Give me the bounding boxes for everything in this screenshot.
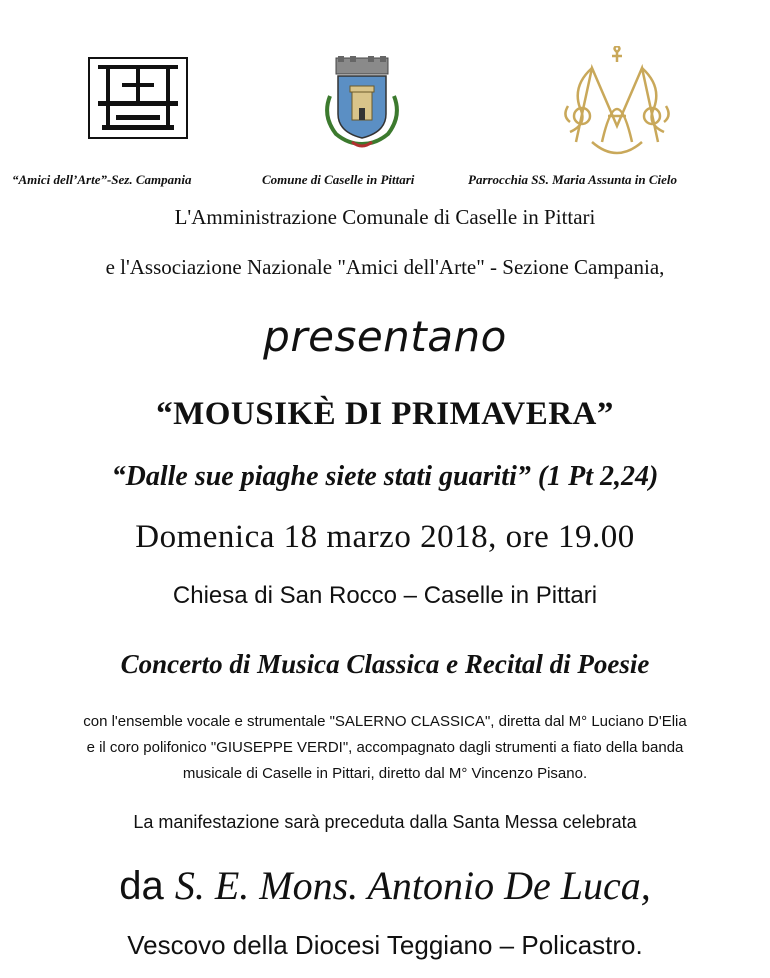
organizer-line-1: L'Amministrazione Comunale di Caselle in Pittari [174,205,596,229]
castle-coat-of-arms-icon [314,56,410,152]
event-subtitle: “Dalle sue piaghe siete stati guariti” (1 Pt 2,24) [111,461,659,492]
event-title: “MOUSIKÈ DI PRIMAVERA” [156,396,614,432]
performers-line-1: con l'ensemble vocale e strumentale "SALERNO CLASSICA", diretta dal M° Luciano D'Elia [83,713,687,730]
logo-caption-comune: Comune di Caselle in Pittari [262,172,415,187]
celebrant-role: Vescovo della Diocesi Teggiano – Policastro. [127,930,643,960]
logo-caption-amici: “Amici dell’Arte”-Sez. Campania [12,172,192,187]
performers-line-2: e il coro polifonico "GIUSEPPE VERDI", accompagnato dagli strumenti a fiato della banda [86,739,684,756]
marian-monogram-icon [562,46,672,164]
event-place: Chiesa di San Rocco – Caselle in Pittari [172,582,598,609]
presentano-heading: presentano [263,312,507,361]
performers-line-3: musicale di Caselle in Pittari, diretto dal M° Vincenzo Pisano. [182,765,588,782]
logo-caption-parrocchia: Parrocchia SS. Maria Assunta in Cielo [468,172,678,187]
event-date: Domenica 18 marzo 2018, ore 19.00 [135,519,635,555]
printing-press-icon [88,57,188,139]
celebrant-name: S. E. Mons. Antonio De Luca, [174,863,651,908]
celebrant-prefix: da [119,864,175,908]
celebrant-line [0,862,770,909]
organizer-line-2: e l'Associazione Nazionale "Amici dell'Arte" - Sezione Campania, [105,255,665,279]
mass-intro: La manifestazione sarà preceduta dalla Santa Messa celebrata [133,812,637,832]
concert-heading: Concerto di Musica Classica e Recital di Poesie [120,649,650,679]
